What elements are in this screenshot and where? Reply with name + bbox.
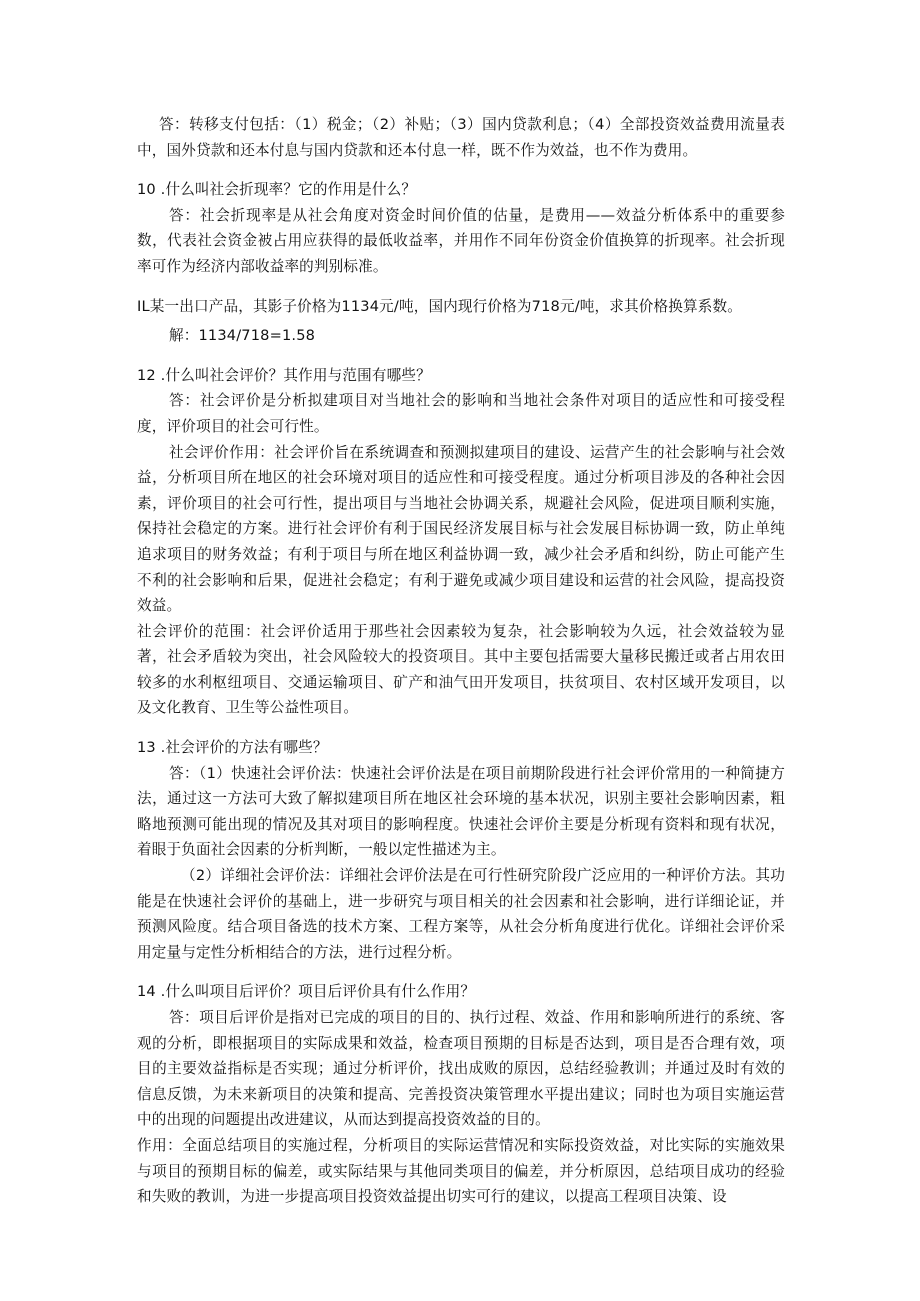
answer-14-definition: 答：项目后评价是指对已完成的项目的目的、执行过程、效益、作用和影响所进行的系统、客观的分析，即根据项目的实际成果和效益，检查项目预期的目标是否达到，项目是否合理有效，项目的主要效益指标是否实现；通过分析评价，找出成败的原因，总结经验教训；并通过及时有效的信息反馈，为未来新项目的决策和提高、完善投资决策管理水平提出建议；同时也为项目实施运营中的出现的问题提出改进建议，从而达到提高投资效益的目的。	[137, 1009, 785, 1129]
answer-10: 答：社会折现率是从社会角度对资金时间价值的估量，是费用——效益分析体系中的重要参数，代表社会资金被占用应获得的最低收益率，并用作不同年份资金价值换算的折现率。社会折现率可作为经济内部收益率的判别标准。	[137, 206, 785, 275]
answer-12-scope: 社会评价的范围：社会评价适用于那些社会因素较为复杂，社会影响较为久远，社会效益较为显著，社会矛盾较为突出，社会风险较大的投资项目。其中主要包括需要大量移民搬迁或者占用农田较多的水利枢纽项目、交通运输项目、矿产和油气田开发项目，扶贫项目、农村区域开发项目，以及文化教育、卫生等公益性项目。	[137, 622, 785, 717]
solution-11: 解：1134/718=1.58	[169, 327, 316, 345]
document-page	[137, 112, 785, 1210]
answer-13-rapid: 答：（1）快速社会评价法：快速社会评价法是在项目前期阶段进行社会评价常用的一种简捷方法，通过这一方法可大致了解拟建项目所在地区社会环境的基本状况，识别主要社会影响因素，粗略地预测可能出现的情况及其对项目的影响程度。快速社会评价主要是分析现有资料和现有状况，着眼于负面社会因素的分析判断，一般以定性描述为主。	[137, 764, 785, 859]
question-12: 12 .什么叫社会评价？其作用与范围有哪些？	[137, 366, 431, 384]
answer-14-function: 作用：全面总结项目的实施过程，分析项目的实际运营情况和实际投资效益，对比实际的实施效果与项目的预期目标的偏差，或实际结果与其他同类项目的偏差，并分析原因，总结项目成功的经验和失败的教训，为进一步提高项目投资效益提出切实可行的建议，以提高工程项目决策、设	[137, 1136, 785, 1206]
answer-12-definition: 答：社会评价是分析拟建项目对当地社会的影响和当地社会条件对项目的适应性和可接受程度，评价项目的社会可行性。	[137, 392, 785, 435]
answer-transfer-payment: 答：转移支付包括：（1）税金；（2）补贴；（3）国内贷款利息；（4）全部投资效益费用流量表中，国外贷款和还本付息与国内贷款和还本付息一样，既不作为效益，也不作为费用。	[137, 116, 785, 159]
question-14: 14 .什么叫项目后评价？项目后评价具有什么作用？	[137, 983, 476, 1001]
question-10: 10 .什么叫社会折现率？它的作用是什么？	[137, 181, 417, 199]
answer-13-detailed: （2）详细社会评价法：详细社会评价法是在可行性研究阶段广泛应用的一种评价方法。其功能是在快速社会评价的基础上，进一步研究与项目相关的社会因素和社会影响，进行详细论证，并预测风险度。结合项目备选的技术方案、工程方案等，从社会分析角度进行优化。详细社会评价采用定量与定性分析相结合的方法，进行过程分析。	[137, 867, 785, 961]
question-13: 13 .社会评价的方法有哪些？	[137, 739, 328, 757]
question-11: IL某一出口产品，其影子价格为1134元/吨，国内现行价格为718元/吨，求其价格换算系数。	[137, 297, 742, 315]
answer-12-function: 社会评价作用：社会评价旨在系统调查和预测拟建项目的建设、运营产生的社会影响与社会效益，分析项目所在地区的社会环境对项目的适应性和可接受程度。通过分析项目涉及的各种社会因素，评价项目的社会可行性，提出项目与当地社会协调关系，规避社会风险，促进项目顺利实施，保持社会稳定的方案。进行社会评价有利于国民经济发展目标与社会发展目标协调一致，防止单纯追求项目的财务效益；有利于项目与所在地区利益协调一致，减少社会矛盾和纠纷，防止可能产生不利的社会影响和后果，促进社会稳定；有利于避免或减少项目建设和运营的社会风险，提高投资效益。	[137, 443, 785, 615]
